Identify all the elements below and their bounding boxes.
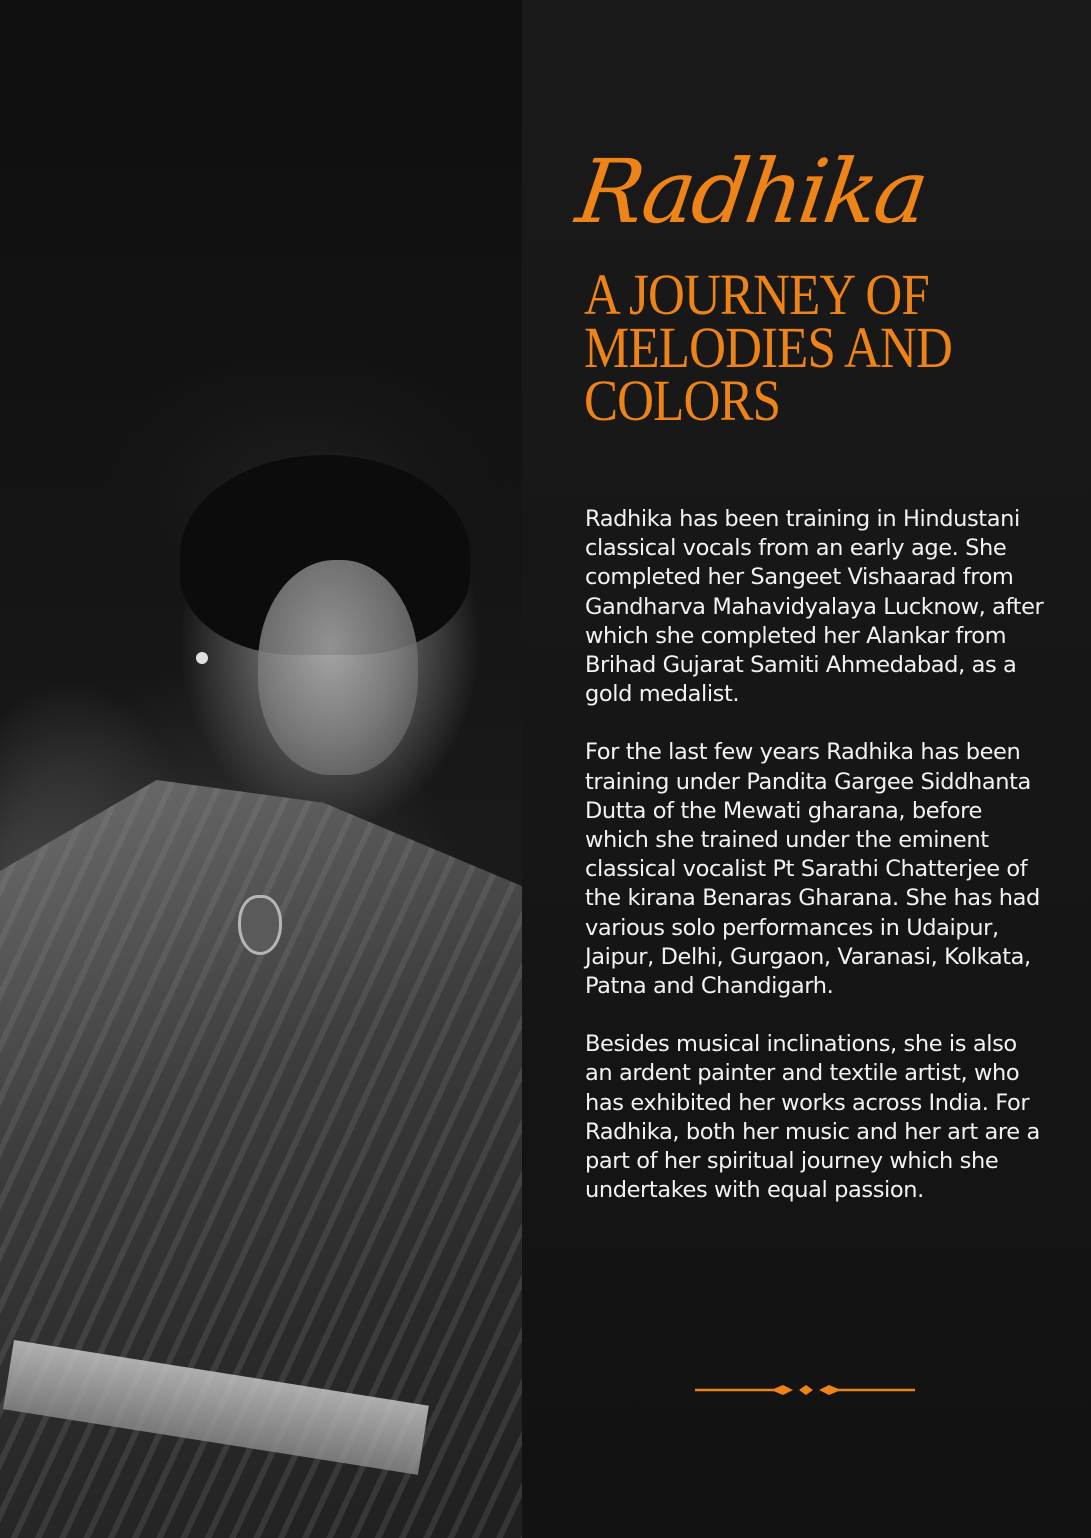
headline-line-1: A JOURNEY OF [584,262,929,327]
photo-face-area [258,560,418,775]
paragraph-training: Radhika has been training in Hindustani classical vocals from an early age. She completed her Sangeet Vishaarad from Gandharva Mahavidyalaya Lucknow, after which she completed her Alankar from Brihad Gujarat Samiti Ahmedabad, as a gold medalist. [585,506,1044,708]
biography-text [585,505,1045,1234]
diamond-divider-icon [695,1380,915,1400]
headline [584,262,998,433]
headline-line-3: COLORS [584,368,781,433]
headline-line-2: MELODIES AND [584,315,952,380]
script-title: Radhika [570,140,932,243]
paragraph-art: Besides musical inclinations, she is also an ardent painter and textile artist, who has exhibited her works across India. For Radhika, both her music and her art are a part of her spiritual journey which she undertakes with equal passion. [585,1031,1040,1204]
paragraph-performances: For the last few years Radhika has been training under Pandita Gargee Siddhanta Dutta of the Mewati gharana, before which she trained under the eminent classical vocalist Pt Sarathi Chatterjee of the kirana Benaras Gharana. She has had various solo performances in Udaipur, Jaipur, Delhi, Gurgaon, Varanasi, Kolkata, Patna and Chandigarh. [585,739,1040,1000]
portrait-photo [0,0,522,1538]
photo-pendant [238,895,282,955]
photo-earring [196,652,208,664]
